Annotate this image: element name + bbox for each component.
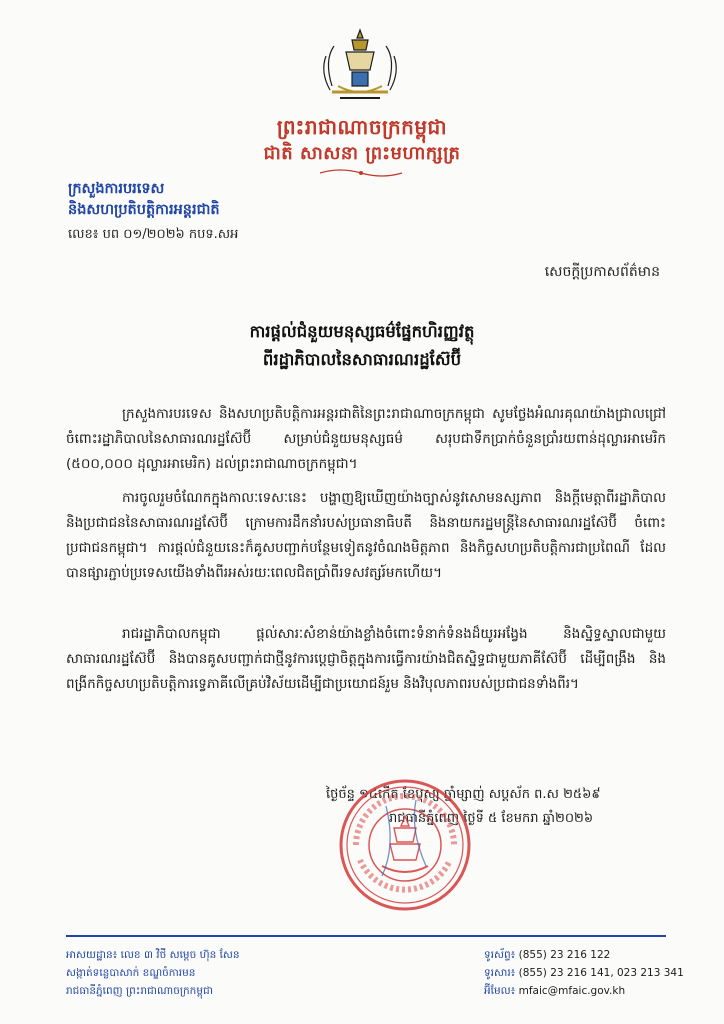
body-paragraph: [66, 486, 666, 586]
email-link[interactable]: mfaic@mfaic.gov.kh: [518, 985, 626, 997]
lunar-date: ថ្ងៃច័ន្ទ ១៤កើត ខែបុស្ស ឆ្នាំម្សាញ់ សប្តស័ក ព.ស ២៥៦៩: [326, 787, 601, 802]
paragraph-text: រាជរដ្ឋាភិបាលកម្ពុជា ផ្តល់សារៈសំខាន់យ៉ាងខ្លាំងចំពោះទំនាក់ទំនងដ៏យូរអង្វែង និងស្និទ្ធស្នាលជាមួយសាធារណរដ្ឋស៊ែប៊ី និងបានគូសបញ្ជាក់ជាថ្មីនូវការប្តេជ្ញាចិត្តក្នុងការធ្វើការយ៉ាងជិតស្និទ្ធជាមួយភាគីស៊ែប៊ី ដើម្បីពង្រឹង និងពង្រីកកិច្ចសហប្រតិបត្តិការទ្វេភាគីលើគ្រប់វិស័យដើម្បីជាប្រយោជន៍រួម និងវិបុលភាពរបស់ប្រជាជនទាំងពីរ។: [66, 626, 666, 692]
ministry-name-line1: ក្រសួងការបរទេស: [68, 181, 165, 197]
document-title: ការផ្តល់ជំនួយមនុស្សធម៌ផ្នែកហិរញ្ញវត្ថុ: [249, 322, 475, 341]
footer-divider: [66, 935, 666, 937]
address-line: រាជធានីភ្នំពេញ ព្រះរាជាណាចក្រកម្ពុជា: [66, 985, 213, 997]
solar-date: រាជធានីភ្នំពេញ ថ្ងៃទី ៥ ខែមករា ឆ្នាំ២០២៦: [389, 811, 594, 826]
kingdom-title: ព្រះរាជាណាចក្រកម្ពុជា: [276, 115, 448, 139]
document-subtitle: ពីរដ្ឋាភិបាលនៃសាធារណរដ្ឋស៊ែប៊ី: [262, 350, 462, 369]
reference-number: លេខ៖ បព ០១/២០២៦ កបទ.សអ: [68, 227, 239, 242]
footer-contact: [484, 946, 684, 1000]
body-paragraph: [66, 402, 666, 477]
body-paragraph: [66, 622, 666, 697]
kingdom-motto: ជាតិ សាសនា ព្រះមហាក្សត្រ: [263, 143, 461, 164]
paragraph-text: ក្រសួងការបរទេស និងសហប្រតិបត្តិការអន្តរជាតិនៃព្រះរាជាណាចក្រកម្ពុជា សូមថ្លែងអំណរគុណយ៉ាងជ្រាលជ្រៅចំពោះរដ្ឋាភិបាលនៃសាធារណរដ្ឋស៊ែប៊ី សម្រាប់ជំនួយមនុស្សធម៌ សរុបជាទឹកប្រាក់ចំនួនប្រាំរយពាន់ដុល្លារអាមេរិក (៥០០,០០០ ដុល្លារអាមេរិក) ដល់ព្រះរាជាណាចក្រកម្ពុជា។: [66, 406, 666, 472]
ornament-divider-icon: [318, 168, 404, 178]
phone-value: (855) 23 216 122: [518, 949, 611, 961]
email-label: អ៊ីមែល៖: [484, 985, 516, 997]
royal-emblem-icon: [312, 26, 408, 106]
address-line: សង្កាត់ទន្លេបាសាក់ ខណ្ឌចំការមន: [66, 967, 196, 979]
official-seal-icon: [336, 776, 474, 914]
document-type: សេចក្តីប្រកាសព័ត៌មាន: [544, 264, 660, 280]
ministry-name-line2: និងសហប្រតិបត្តិការអន្តរជាតិ: [68, 202, 220, 218]
footer-address: [66, 946, 240, 1000]
paragraph-text: ការចូលរួមចំណែកក្នុងកាលៈទេសៈនេះ បង្ហាញឱ្យឃើញយ៉ាងច្បាស់នូវសោមនស្សភាព និងក្តីមេត្តាពីរដ្ឋាភិបាល និងប្រជាជននៃសាធារណរដ្ឋស៊ែប៊ី ក្រោមការដឹកនាំរបស់ប្រធានាធិបតី និងនាយករដ្ឋមន្ត្រីនៃសាធារណរដ្ឋស៊ែប៊ី ចំពោះប្រជាជនកម្ពុជា។ ការផ្តល់ជំនួយនេះក៏គូសបញ្ជាក់បន្ថែមទៀតនូវចំណងមិត្តភាព និងកិច្ចសហប្រតិបត្តិការជាប្រពៃណី ដែលបានផ្សារភ្ជាប់ប្រទេសយើងទាំងពីរអស់រយៈពេលជិតប្រាំពីរទសវត្សរ៍មកហើយ។: [66, 490, 666, 581]
fax-label: ទូរសារ៖: [484, 967, 516, 979]
address-line: អាសយដ្ឋាន៖ លេខ ៣ វិថី សម្តេច ហ៊ុន សែន: [66, 949, 240, 961]
fax-value: (855) 23 216 141, 023 213 341: [518, 967, 684, 979]
phone-label: ទូរស័ព្ទ៖: [484, 949, 516, 961]
